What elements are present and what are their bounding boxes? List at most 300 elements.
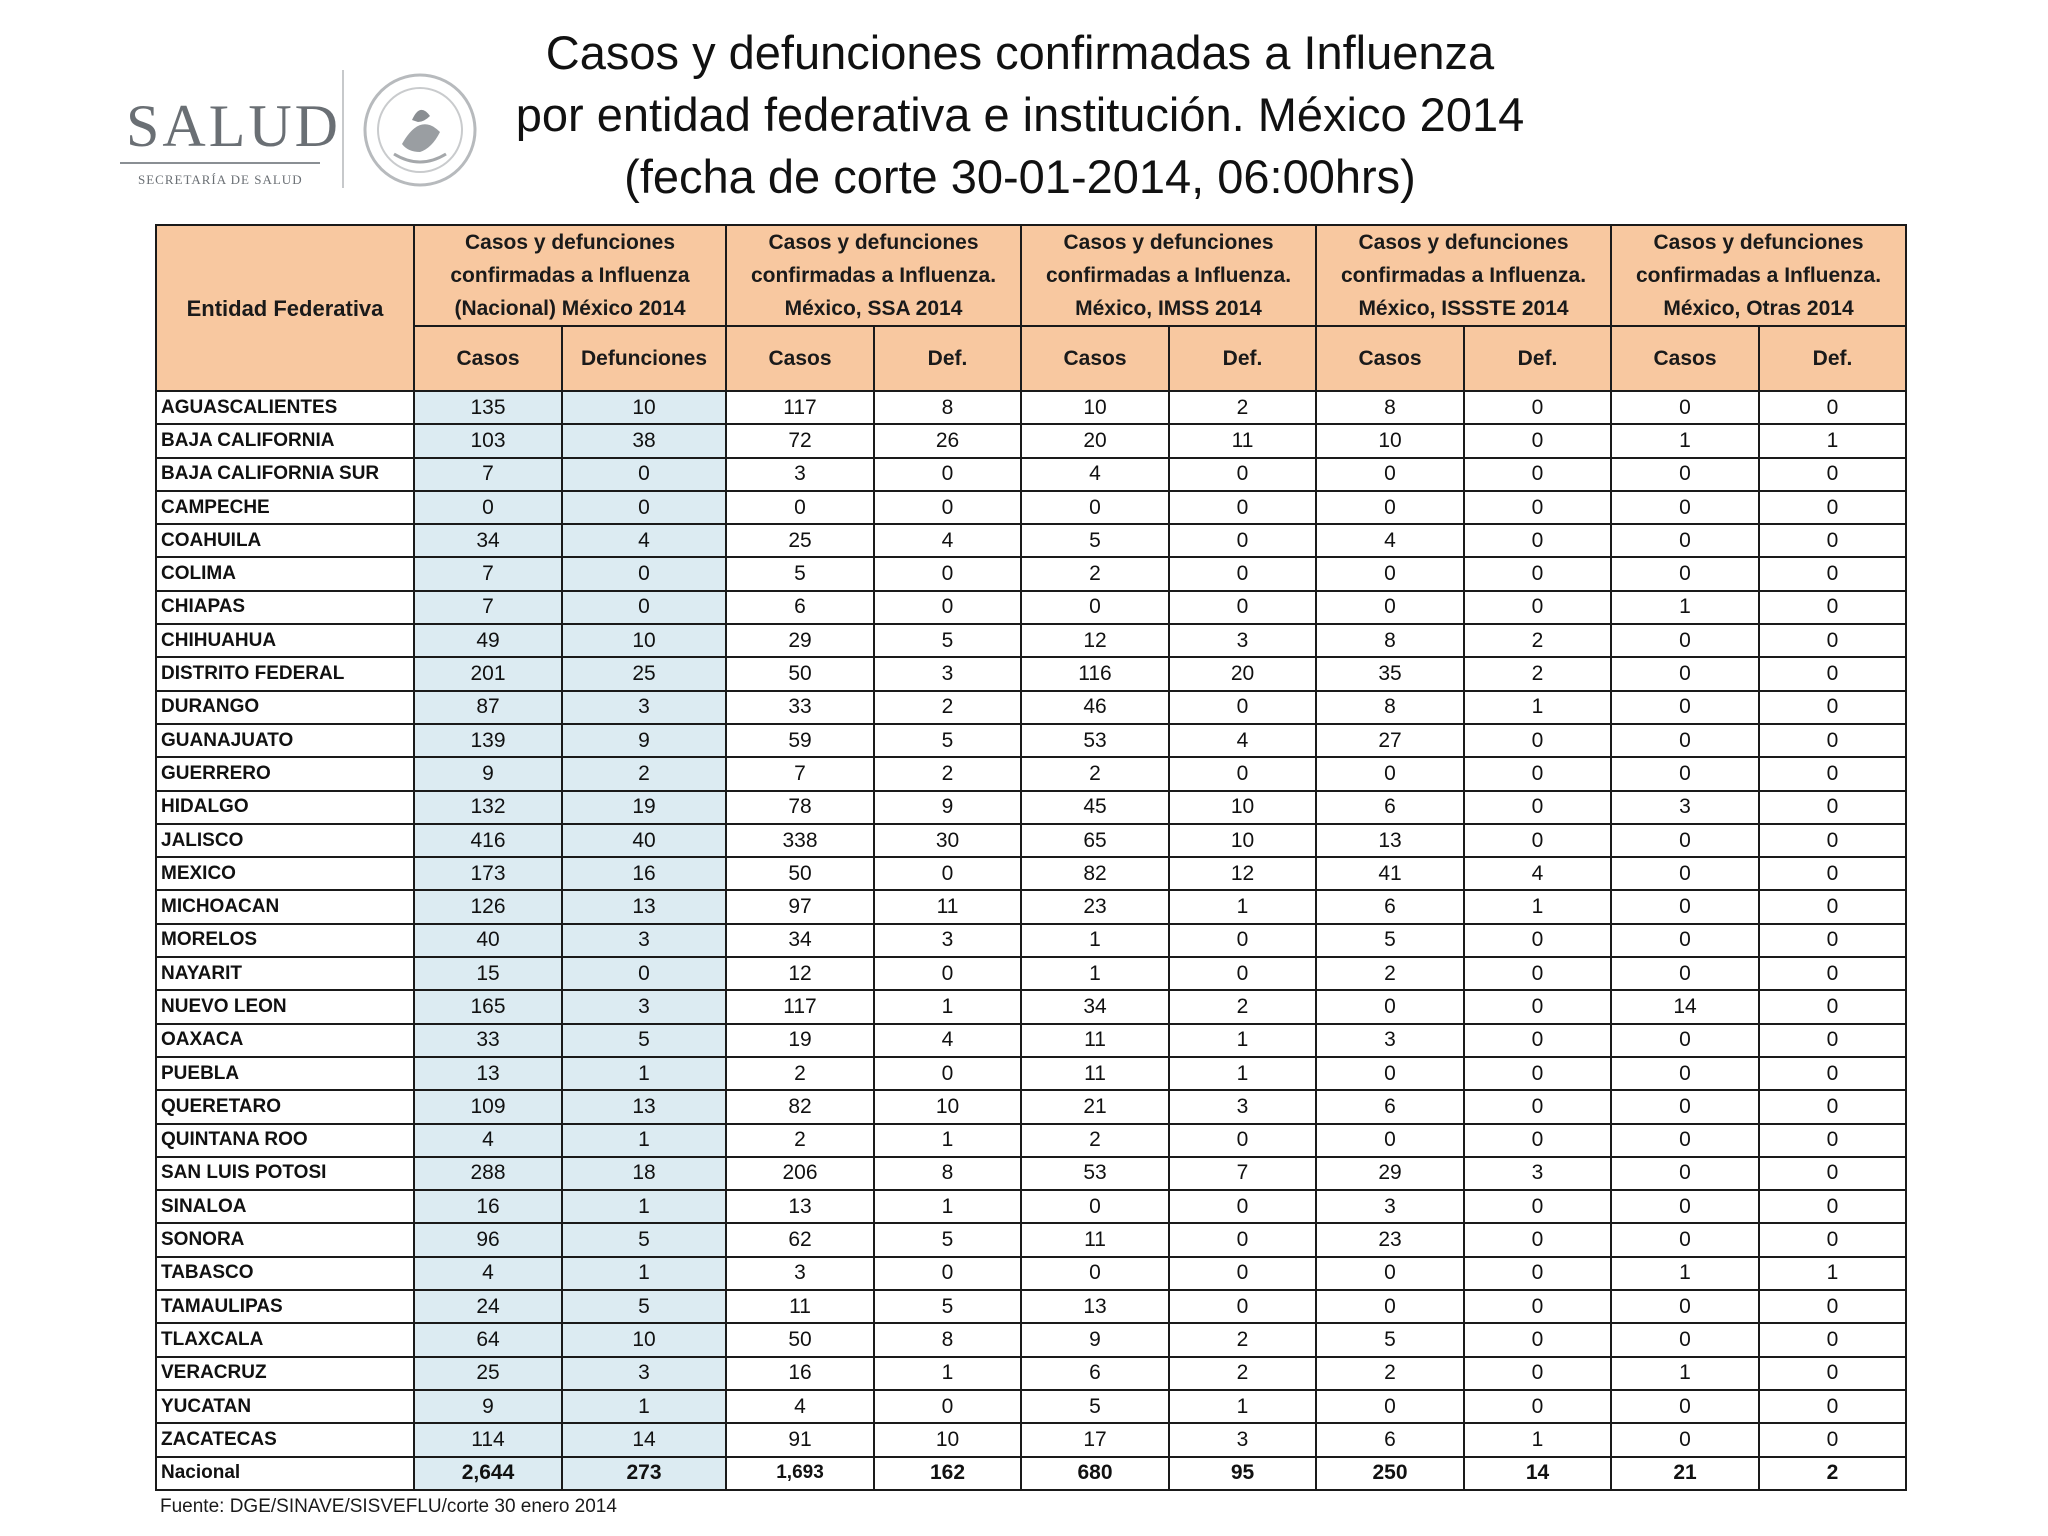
- cell-imss-casos: 20: [1021, 424, 1169, 457]
- cell-nacional-defunciones: 40: [562, 824, 726, 857]
- cell-imss-casos: 0: [1021, 1257, 1169, 1290]
- cell-issste-casos: 3: [1316, 1024, 1464, 1057]
- cell-ssa-def: 30: [874, 824, 1021, 857]
- cell-nacional-defunciones: 3: [562, 924, 726, 957]
- cell-otras-casos: 21: [1611, 1457, 1759, 1490]
- cell-entity: YUCATAN: [156, 1390, 414, 1423]
- table-total-row: [156, 1457, 1906, 1490]
- cell-issste-def: 0: [1464, 1357, 1611, 1390]
- cell-ssa-casos: 34: [726, 924, 874, 957]
- cell-issste-casos: 6: [1316, 1423, 1464, 1456]
- cell-ssa-casos: 0: [726, 491, 874, 524]
- table-row: [156, 990, 1906, 1023]
- cell-otras-casos: 0: [1611, 924, 1759, 957]
- cell-otras-def: 1: [1759, 424, 1906, 457]
- cell-issste-casos: 4: [1316, 524, 1464, 557]
- cell-otras-def: 0: [1759, 591, 1906, 624]
- cell-otras-def: 0: [1759, 890, 1906, 923]
- cell-imss-casos: 5: [1021, 524, 1169, 557]
- cell-nacional-defunciones: 0: [562, 957, 726, 990]
- group-header-otras: [1611, 225, 1906, 326]
- cell-issste-def: 0: [1464, 491, 1611, 524]
- cell-imss-def: 0: [1169, 691, 1316, 724]
- cell-otras-casos: 0: [1611, 757, 1759, 790]
- cell-imss-casos: 2: [1021, 1124, 1169, 1157]
- cell-nacional-defunciones: 13: [562, 890, 726, 923]
- group-header-ssa: [726, 225, 1021, 326]
- cell-nacional-casos: 416: [414, 824, 562, 857]
- cell-otras-casos: 0: [1611, 1090, 1759, 1123]
- cell-ssa-casos: 117: [726, 391, 874, 424]
- cell-ssa-def: 8: [874, 1157, 1021, 1190]
- cell-imss-def: 1: [1169, 1024, 1316, 1057]
- cell-ssa-def: 10: [874, 1423, 1021, 1456]
- cell-nacional-casos: 4: [414, 1257, 562, 1290]
- cell-nacional-casos: 109: [414, 1090, 562, 1123]
- cell-entity: NAYARIT: [156, 957, 414, 990]
- cell-issste-casos: 0: [1316, 591, 1464, 624]
- cell-entity: MEXICO: [156, 857, 414, 890]
- cell-ssa-casos: 72: [726, 424, 874, 457]
- table-row: [156, 724, 1906, 757]
- cell-otras-def: 1: [1759, 1257, 1906, 1290]
- cell-otras-casos: 0: [1611, 524, 1759, 557]
- subheader-nacional-casos: Casos: [414, 326, 562, 391]
- cell-nacional-defunciones: 10: [562, 391, 726, 424]
- cell-nacional-casos: 114: [414, 1423, 562, 1456]
- cell-nacional-defunciones: 10: [562, 624, 726, 657]
- cell-issste-def: 0: [1464, 1090, 1611, 1123]
- cell-nacional-casos: 15: [414, 957, 562, 990]
- cell-otras-casos: 1: [1611, 1257, 1759, 1290]
- cell-issste-casos: 0: [1316, 557, 1464, 590]
- cell-entity: TAMAULIPAS: [156, 1290, 414, 1323]
- table-row: [156, 1290, 1906, 1323]
- cell-ssa-casos: 50: [726, 657, 874, 690]
- cell-ssa-def: 5: [874, 1290, 1021, 1323]
- table-row: [156, 1157, 1906, 1190]
- cell-imss-def: 2: [1169, 1357, 1316, 1390]
- cell-entity: SINALOA: [156, 1190, 414, 1223]
- cell-imss-casos: 6: [1021, 1357, 1169, 1390]
- cell-imss-casos: 53: [1021, 724, 1169, 757]
- cell-imss-def: 12: [1169, 857, 1316, 890]
- cell-nacional-casos: 33: [414, 1024, 562, 1057]
- table-row: [156, 791, 1906, 824]
- cell-nacional-casos: 13: [414, 1057, 562, 1090]
- cell-nacional-casos: 288: [414, 1157, 562, 1190]
- cell-otras-def: 0: [1759, 1423, 1906, 1456]
- cell-nacional-defunciones: 19: [562, 791, 726, 824]
- cell-imss-def: 0: [1169, 524, 1316, 557]
- cell-nacional-defunciones: 38: [562, 424, 726, 457]
- cell-nacional-casos: 132: [414, 791, 562, 824]
- salud-logo-rule: [120, 162, 320, 164]
- cell-imss-casos: 680: [1021, 1457, 1169, 1490]
- title-line-3: (fecha de corte 30-01-2014, 06:00hrs): [624, 150, 1416, 203]
- cell-entity: AGUASCALIENTES: [156, 391, 414, 424]
- cell-issste-def: 0: [1464, 1323, 1611, 1356]
- cell-entity: QUERETARO: [156, 1090, 414, 1123]
- cell-ssa-casos: 97: [726, 890, 874, 923]
- subheader-ssa-def: Def.: [874, 326, 1021, 391]
- cell-otras-def: 0: [1759, 1290, 1906, 1323]
- cell-ssa-def: 11: [874, 890, 1021, 923]
- cell-imss-casos: 0: [1021, 491, 1169, 524]
- cell-ssa-def: 0: [874, 957, 1021, 990]
- cell-nacional-defunciones: 1: [562, 1124, 726, 1157]
- subheader-issste-casos: Casos: [1316, 326, 1464, 391]
- cell-issste-casos: 3: [1316, 1190, 1464, 1223]
- cell-nacional-defunciones: 16: [562, 857, 726, 890]
- cell-otras-casos: 1: [1611, 591, 1759, 624]
- table-body: [156, 391, 1906, 1490]
- cell-nacional-defunciones: 3: [562, 1357, 726, 1390]
- cell-imss-casos: 11: [1021, 1057, 1169, 1090]
- cell-entity: JALISCO: [156, 824, 414, 857]
- cell-issste-def: 0: [1464, 424, 1611, 457]
- cell-imss-casos: 45: [1021, 791, 1169, 824]
- cell-issste-def: 0: [1464, 1024, 1611, 1057]
- cell-imss-def: 2: [1169, 990, 1316, 1023]
- cell-ssa-casos: 13: [726, 1190, 874, 1223]
- group-header-line: confirmadas a Influenza.: [750, 264, 997, 287]
- cell-imss-casos: 0: [1021, 1190, 1169, 1223]
- cell-otras-def: 2: [1759, 1457, 1906, 1490]
- cell-imss-def: 3: [1169, 624, 1316, 657]
- cell-ssa-casos: 11: [726, 1290, 874, 1323]
- cell-otras-def: 0: [1759, 791, 1906, 824]
- cell-ssa-casos: 117: [726, 990, 874, 1023]
- group-header-imss: [1021, 225, 1316, 326]
- cell-nacional-casos: 7: [414, 458, 562, 491]
- cell-issste-def: 3: [1464, 1157, 1611, 1190]
- cell-issste-def: 0: [1464, 1257, 1611, 1290]
- cell-issste-def: 0: [1464, 757, 1611, 790]
- cell-issste-casos: 0: [1316, 1057, 1464, 1090]
- cell-ssa-casos: 50: [726, 857, 874, 890]
- subheader-otras-casos: Casos: [1611, 326, 1759, 391]
- cell-nacional-casos: 7: [414, 557, 562, 590]
- cell-imss-casos: 12: [1021, 624, 1169, 657]
- cell-nacional-casos: 87: [414, 691, 562, 724]
- cell-otras-def: 0: [1759, 1223, 1906, 1256]
- cell-nacional-casos: 4: [414, 1124, 562, 1157]
- page-title: [420, 22, 1620, 208]
- cell-entity: MORELOS: [156, 924, 414, 957]
- cell-issste-def: 0: [1464, 724, 1611, 757]
- cell-otras-casos: 0: [1611, 890, 1759, 923]
- cell-imss-def: 1: [1169, 1057, 1316, 1090]
- cell-entity: TABASCO: [156, 1257, 414, 1290]
- group-header-line: confirmadas a Influenza: [450, 264, 690, 287]
- group-header-line: México, ISSSTE 2014: [1358, 297, 1569, 320]
- cell-entity: Nacional: [156, 1457, 414, 1490]
- cell-nacional-defunciones: 0: [562, 591, 726, 624]
- table-row: [156, 391, 1906, 424]
- cell-issste-def: 0: [1464, 1290, 1611, 1323]
- cell-imss-casos: 34: [1021, 990, 1169, 1023]
- cell-otras-casos: 0: [1611, 1024, 1759, 1057]
- cell-nacional-casos: 25: [414, 1357, 562, 1390]
- table-row: [156, 458, 1906, 491]
- cell-otras-def: 0: [1759, 1124, 1906, 1157]
- cell-ssa-casos: 91: [726, 1423, 874, 1456]
- cell-otras-def: 0: [1759, 1190, 1906, 1223]
- cell-entity: TLAXCALA: [156, 1323, 414, 1356]
- cell-imss-casos: 10: [1021, 391, 1169, 424]
- cell-nacional-casos: 24: [414, 1290, 562, 1323]
- cell-issste-casos: 0: [1316, 1257, 1464, 1290]
- cell-imss-casos: 23: [1021, 890, 1169, 923]
- group-header-nacional: [414, 225, 726, 326]
- cell-ssa-casos: 2: [726, 1124, 874, 1157]
- cell-otras-def: 0: [1759, 1057, 1906, 1090]
- cell-nacional-casos: 201: [414, 657, 562, 690]
- cell-imss-def: 0: [1169, 591, 1316, 624]
- cell-ssa-casos: 6: [726, 591, 874, 624]
- cell-issste-casos: 6: [1316, 1090, 1464, 1123]
- cell-entity: QUINTANA ROO: [156, 1124, 414, 1157]
- cell-nacional-casos: 64: [414, 1323, 562, 1356]
- group-header-line: confirmadas a Influenza.: [1045, 264, 1292, 287]
- cell-imss-def: 0: [1169, 924, 1316, 957]
- cell-imss-def: 11: [1169, 424, 1316, 457]
- cell-entity: DISTRITO FEDERAL: [156, 657, 414, 690]
- cell-issste-def: 0: [1464, 924, 1611, 957]
- cell-imss-def: 0: [1169, 1190, 1316, 1223]
- cell-ssa-casos: 338: [726, 824, 874, 857]
- cell-entity: GUANAJUATO: [156, 724, 414, 757]
- group-header-line: confirmadas a Influenza.: [1635, 264, 1882, 287]
- cell-imss-def: 0: [1169, 458, 1316, 491]
- cell-ssa-casos: 62: [726, 1223, 874, 1256]
- cell-issste-def: 4: [1464, 857, 1611, 890]
- table-row: [156, 1057, 1906, 1090]
- cell-imss-casos: 21: [1021, 1090, 1169, 1123]
- cell-nacional-defunciones: 1: [562, 1190, 726, 1223]
- influenza-table-wrapper: [155, 224, 1907, 1491]
- cell-imss-def: 4: [1169, 724, 1316, 757]
- cell-ssa-casos: 206: [726, 1157, 874, 1190]
- group-header-line: Casos y defunciones: [1358, 231, 1569, 254]
- cell-issste-casos: 41: [1316, 857, 1464, 890]
- cell-imss-def: 0: [1169, 757, 1316, 790]
- cell-nacional-casos: 40: [414, 924, 562, 957]
- cell-nacional-casos: 103: [414, 424, 562, 457]
- cell-imss-def: 3: [1169, 1423, 1316, 1456]
- cell-ssa-def: 10: [874, 1090, 1021, 1123]
- cell-issste-def: 1: [1464, 691, 1611, 724]
- cell-imss-def: 0: [1169, 1124, 1316, 1157]
- table-row: [156, 890, 1906, 923]
- cell-otras-def: 0: [1759, 824, 1906, 857]
- cell-ssa-def: 3: [874, 924, 1021, 957]
- cell-ssa-casos: 29: [726, 624, 874, 657]
- source-note: Fuente: DGE/SINAVE/SISVEFLU/corte 30 enero 2014: [160, 1496, 617, 1517]
- cell-nacional-casos: 135: [414, 391, 562, 424]
- logo-divider: [342, 70, 344, 188]
- cell-ssa-casos: 4: [726, 1390, 874, 1423]
- table-row: [156, 1323, 1906, 1356]
- cell-nacional-casos: 34: [414, 524, 562, 557]
- salud-logo-subtitle: SECRETARÍA DE SALUD: [138, 172, 303, 187]
- cell-issste-def: 0: [1464, 1057, 1611, 1090]
- cell-ssa-def: 0: [874, 591, 1021, 624]
- cell-nacional-casos: 7: [414, 591, 562, 624]
- cell-issste-def: 0: [1464, 591, 1611, 624]
- cell-entity: CHIAPAS: [156, 591, 414, 624]
- cell-imss-def: 10: [1169, 791, 1316, 824]
- cell-issste-casos: 2: [1316, 957, 1464, 990]
- cell-imss-def: 10: [1169, 824, 1316, 857]
- cell-ssa-def: 8: [874, 391, 1021, 424]
- cell-entity: CHIHUAHUA: [156, 624, 414, 657]
- cell-otras-def: 0: [1759, 1390, 1906, 1423]
- cell-imss-def: 3: [1169, 1090, 1316, 1123]
- cell-otras-def: 0: [1759, 957, 1906, 990]
- cell-issste-casos: 0: [1316, 1390, 1464, 1423]
- table-row: [156, 1223, 1906, 1256]
- cell-otras-casos: 0: [1611, 1223, 1759, 1256]
- cell-nacional-defunciones: 0: [562, 557, 726, 590]
- cell-ssa-def: 1: [874, 990, 1021, 1023]
- cell-issste-casos: 6: [1316, 791, 1464, 824]
- cell-otras-casos: 0: [1611, 557, 1759, 590]
- cell-issste-casos: 10: [1316, 424, 1464, 457]
- cell-otras-casos: 0: [1611, 624, 1759, 657]
- cell-ssa-casos: 25: [726, 524, 874, 557]
- cell-ssa-def: 9: [874, 791, 1021, 824]
- cell-imss-def: 0: [1169, 1257, 1316, 1290]
- cell-issste-casos: 23: [1316, 1223, 1464, 1256]
- cell-otras-casos: 0: [1611, 391, 1759, 424]
- cell-issste-def: 1: [1464, 1423, 1611, 1456]
- cell-ssa-def: 0: [874, 1057, 1021, 1090]
- cell-issste-def: 0: [1464, 990, 1611, 1023]
- cell-otras-casos: 0: [1611, 824, 1759, 857]
- cell-issste-def: 2: [1464, 624, 1611, 657]
- cell-entity: CAMPECHE: [156, 491, 414, 524]
- cell-entity: BAJA CALIFORNIA: [156, 424, 414, 457]
- cell-issste-casos: 0: [1316, 491, 1464, 524]
- cell-nacional-casos: 9: [414, 1390, 562, 1423]
- cell-nacional-defunciones: 0: [562, 491, 726, 524]
- cell-ssa-casos: 33: [726, 691, 874, 724]
- cell-otras-casos: 0: [1611, 458, 1759, 491]
- table-row: [156, 1190, 1906, 1223]
- cell-otras-def: 0: [1759, 624, 1906, 657]
- cell-imss-def: 2: [1169, 1323, 1316, 1356]
- cell-ssa-def: 0: [874, 491, 1021, 524]
- cell-imss-def: 7: [1169, 1157, 1316, 1190]
- cell-nacional-casos: 16: [414, 1190, 562, 1223]
- cell-otras-casos: 0: [1611, 1157, 1759, 1190]
- cell-nacional-casos: 139: [414, 724, 562, 757]
- cell-otras-casos: 0: [1611, 1057, 1759, 1090]
- cell-entity: GUERRERO: [156, 757, 414, 790]
- table-row: [156, 1257, 1906, 1290]
- group-header-line: Casos y defunciones: [768, 231, 979, 254]
- cell-issste-casos: 35: [1316, 657, 1464, 690]
- cell-nacional-casos: 0: [414, 491, 562, 524]
- table-row: [156, 424, 1906, 457]
- cell-issste-casos: 2: [1316, 1357, 1464, 1390]
- cell-ssa-casos: 59: [726, 724, 874, 757]
- cell-nacional-casos: 96: [414, 1223, 562, 1256]
- cell-entity: PUEBLA: [156, 1057, 414, 1090]
- cell-ssa-def: 5: [874, 724, 1021, 757]
- cell-issste-casos: 8: [1316, 691, 1464, 724]
- cell-nacional-casos: 126: [414, 890, 562, 923]
- cell-nacional-defunciones: 1: [562, 1057, 726, 1090]
- cell-ssa-def: 5: [874, 624, 1021, 657]
- cell-ssa-casos: 3: [726, 1257, 874, 1290]
- group-header-line: confirmadas a Influenza.: [1340, 264, 1587, 287]
- table-row: [156, 957, 1906, 990]
- cell-ssa-casos: 19: [726, 1024, 874, 1057]
- cell-issste-def: 0: [1464, 524, 1611, 557]
- cell-otras-casos: 0: [1611, 724, 1759, 757]
- cell-otras-def: 0: [1759, 757, 1906, 790]
- cell-otras-casos: 3: [1611, 791, 1759, 824]
- group-header-line: Casos y defunciones: [1653, 231, 1864, 254]
- cell-issste-casos: 13: [1316, 824, 1464, 857]
- title-line-1: Casos y defunciones confirmadas a Influenza: [545, 26, 1495, 79]
- cell-issste-casos: 5: [1316, 924, 1464, 957]
- cell-ssa-casos: 5: [726, 557, 874, 590]
- cell-otras-def: 0: [1759, 1357, 1906, 1390]
- cell-otras-casos: 0: [1611, 1390, 1759, 1423]
- cell-ssa-casos: 3: [726, 458, 874, 491]
- cell-imss-casos: 1: [1021, 957, 1169, 990]
- cell-imss-def: 0: [1169, 1223, 1316, 1256]
- cell-ssa-def: 0: [874, 458, 1021, 491]
- cell-otras-casos: 0: [1611, 1323, 1759, 1356]
- cell-nacional-defunciones: 25: [562, 657, 726, 690]
- salud-logo-text: SALUD: [126, 93, 342, 159]
- cell-imss-casos: 0: [1021, 591, 1169, 624]
- cell-imss-casos: 2: [1021, 557, 1169, 590]
- table-row: [156, 1390, 1906, 1423]
- cell-imss-casos: 65: [1021, 824, 1169, 857]
- table-row: [156, 1124, 1906, 1157]
- cell-nacional-defunciones: 2: [562, 757, 726, 790]
- cell-nacional-defunciones: 0: [562, 458, 726, 491]
- cell-imss-casos: 5: [1021, 1390, 1169, 1423]
- cell-entity: DURANGO: [156, 691, 414, 724]
- cell-entity: COLIMA: [156, 557, 414, 590]
- cell-issste-def: 0: [1464, 957, 1611, 990]
- cell-imss-def: 0: [1169, 957, 1316, 990]
- table-row: [156, 1357, 1906, 1390]
- group-header-line: México, IMSS 2014: [1075, 297, 1262, 320]
- subheader-issste-def: Def.: [1464, 326, 1611, 391]
- subheader-nacional-defunciones: Defunciones: [562, 326, 726, 391]
- cell-issste-casos: 0: [1316, 757, 1464, 790]
- table-row: [156, 757, 1906, 790]
- cell-nacional-defunciones: 5: [562, 1290, 726, 1323]
- cell-otras-def: 0: [1759, 1024, 1906, 1057]
- title-line-2: por entidad federativa e institución. México 2014: [515, 88, 1525, 141]
- cell-nacional-defunciones: 13: [562, 1090, 726, 1123]
- cell-otras-casos: 0: [1611, 491, 1759, 524]
- cell-otras-def: 0: [1759, 458, 1906, 491]
- cell-otras-def: 0: [1759, 724, 1906, 757]
- cell-imss-casos: 46: [1021, 691, 1169, 724]
- cell-ssa-def: 26: [874, 424, 1021, 457]
- cell-ssa-def: 0: [874, 1390, 1021, 1423]
